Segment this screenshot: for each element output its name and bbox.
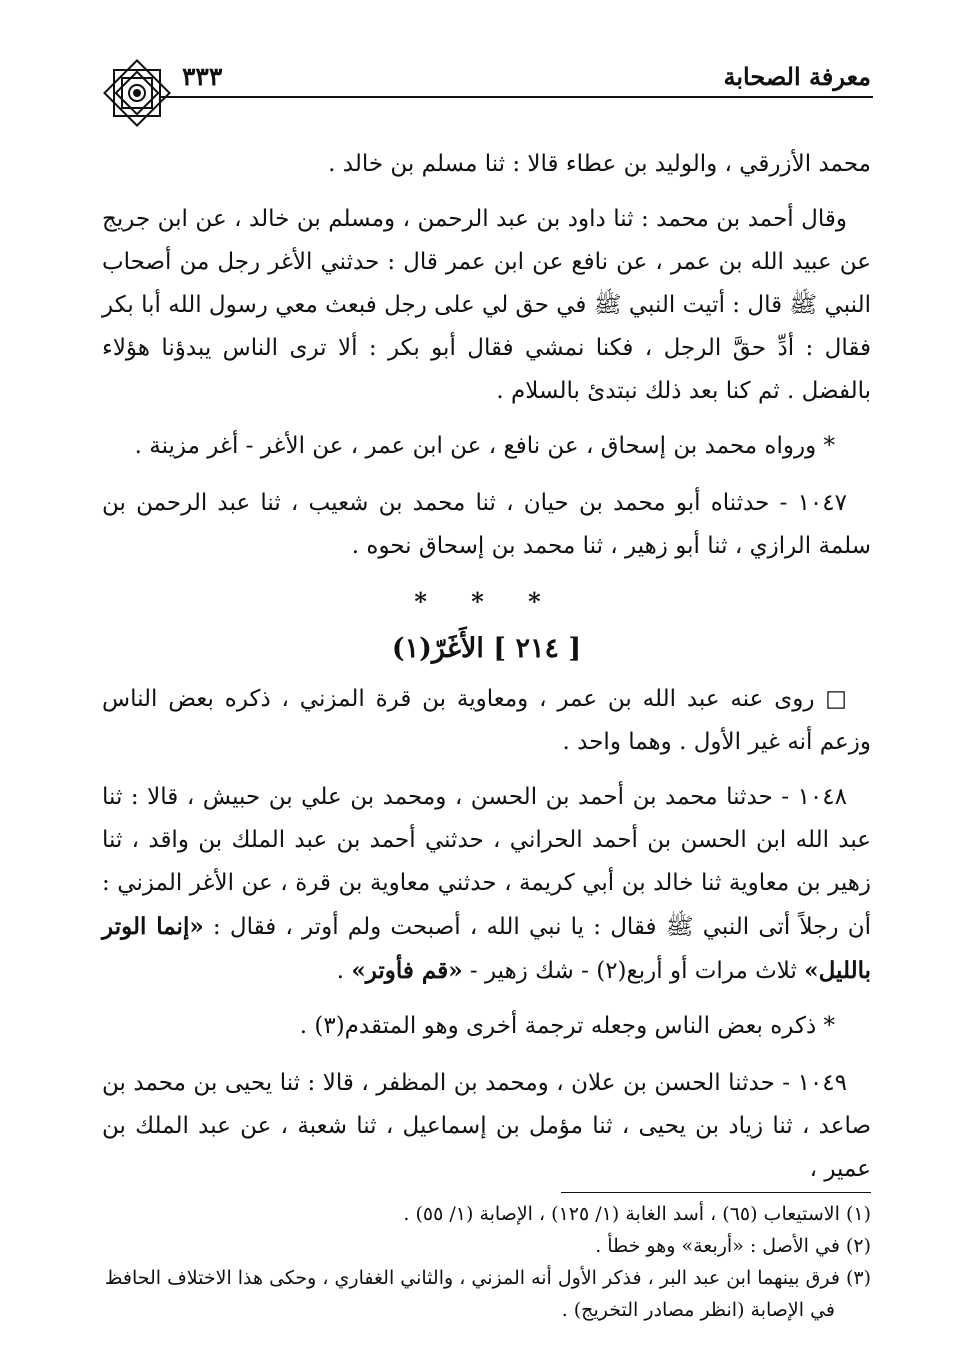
- footnote-1: (١) الاستيعاب (٦٥) ، أسد الغابة (١/ ١٢٥) ، الإصابة (١/ ٥٥) .: [403, 1203, 871, 1225]
- hadith-1048: [102, 776, 871, 993]
- paragraph-continuation: محمد الأزرقي ، والوليد بن عطاء قالا : ثنا مسلم بن خالد .: [328, 151, 871, 177]
- footnotes: [102, 1198, 871, 1326]
- hadith-quote-1: «إنما الوتر بالليل»: [102, 913, 871, 984]
- paragraph-narration: وقال أحمد بن محمد : ثنا داود بن عبد الرحمن ، ومسلم بن خالد ، عن ابن جريج عن عبيد الله بن عمر ، عن نافع عن ابن عمر قال : حدثني الأغر رجل من أصحاب النبي ﷺ قال : أتيت النبي ﷺ في حق لي على رجل فبعث معي رسول الله أبا بكر فقال : أدِّ حقَّ الرجل ، فكنا نمشي فقال أبو بكر : ألا ترى الناس يبدؤنا هؤلاء بالفضل . ثم كنا بعد ذلك نبتدئ بالسلام .: [102, 206, 871, 404]
- footnote-rule: [561, 1192, 871, 1193]
- hadith-1047: ١٠٤٧ - حدثناه أبو محمد بن حيان ، ثنا محمد بن شعيب ، ثنا عبد الرحمن بن سلمة الرازي ، ثنا أبو زهير ، ثنا محمد بن إسحاق نحوه .: [102, 490, 871, 559]
- paragraph-note: * ورواه محمد بن إسحاق ، عن نافع ، عن ابن عمر ، عن الأغر - أغر مزينة .: [134, 433, 835, 459]
- header-rule: [160, 96, 873, 98]
- eight-point-star-ornament-icon: [100, 56, 174, 130]
- footnote-3-continuation: في الإصابة (انظر مصادر التخريج) .: [561, 1299, 835, 1321]
- hadith-quote-2: «قم فأوتر»: [351, 957, 463, 984]
- hadith-1048-mid: ثلاث مرات أو أربع(٢) - شك زهير -: [462, 958, 805, 984]
- hadith-1048-text: ١٠٤٨ - حدثنا محمد بن أحمد بن الحسن ، ومحمد بن علي بن حبيش ، قالا : ثنا عبد الله ابن الحسن بن أحمد الحراني ، حدثني أحمد بن عبد الملك بن واقد ، ثنا زهير بن معاوية ثنا خالد بن أبي كريمة ، حدثني معاوية بن قرة ، عن الأغر المزني : أن رجلاً أتى النبي ﷺ فقال : يا نبي الله ، أصبحت ولم أوتر ، فقال :: [102, 784, 871, 940]
- footnote-2: (٢) في الأصل : «أربعة» وهو خطأ .: [595, 1235, 871, 1257]
- entry-description: □ روى عنه عبد الله بن عمر ، ومعاوية بن قرة المزني ، ذكره بعض الناس وزعم أنه غير الأول . وهما واحد .: [102, 686, 871, 755]
- paragraph-note-2: * ذكره بعض الناس وجعله ترجمة أخرى وهو المتقدم(٣) .: [299, 1013, 835, 1039]
- running-head: معرفة الصحابة: [723, 62, 871, 91]
- main-text: [102, 143, 871, 1203]
- entry-title: [ ٢١٤ ] الأَغَرّ(١): [391, 633, 582, 664]
- footnote-3: (٣) فرق بينهما ابن عبد البر ، فذكر الأول أنه المزني ، والثاني الغفاري ، وحكى هذا الاختلاف الحافظ: [104, 1267, 871, 1289]
- hadith-1049: ١٠٤٩ - حدثنا الحسن بن علان ، ومحمد بن المظفر ، قالا : ثنا يحيى بن محمد بن صاعد ، ثنا زياد بن يحيى ، ثنا مؤمل بن إسماعيل ، ثنا شعبة ، عن عبد الملك بن عمير ،: [102, 1070, 871, 1182]
- page-number: ٣٣٣: [182, 62, 223, 91]
- hadith-1048-end: .: [336, 958, 352, 984]
- section-separator: * * *: [414, 587, 559, 616]
